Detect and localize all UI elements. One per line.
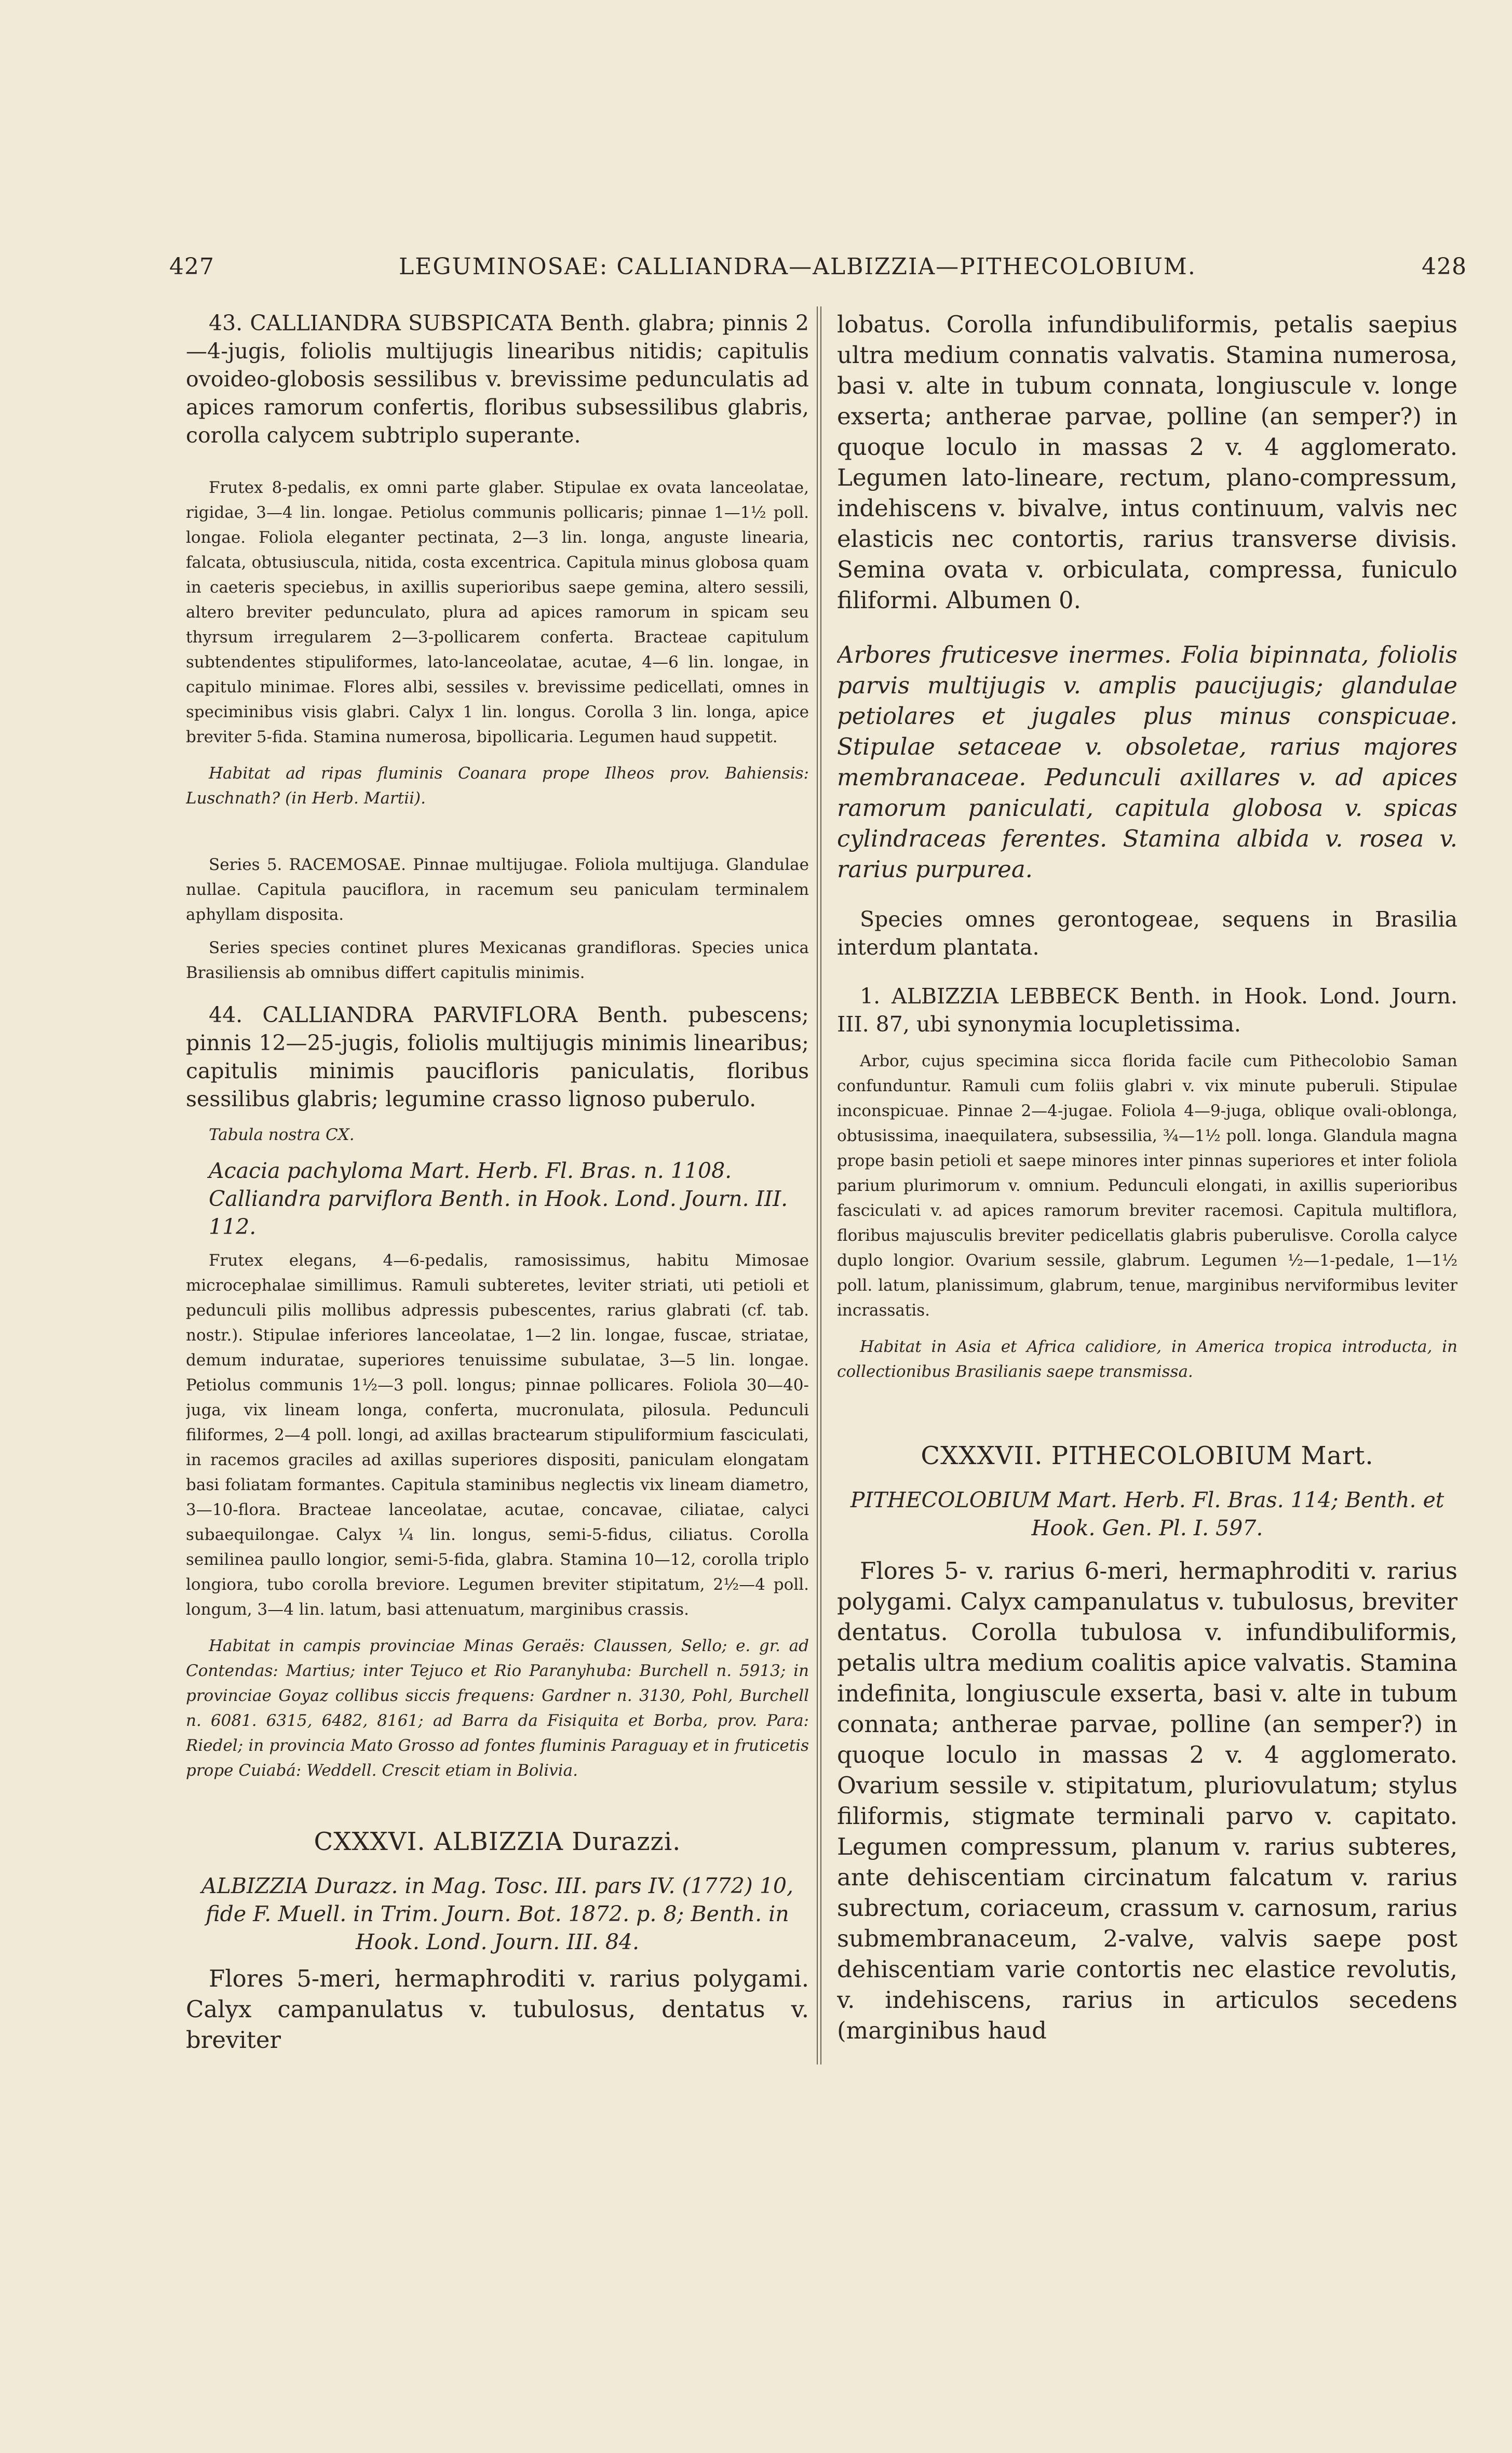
column-divider <box>817 306 818 2065</box>
sp44-habitat: Habitat in campis provinciae Minas Geraës: Claussen, Sello; e. gr. ad Contendas: Martius; inter Tejuco et Rio Paranyhuba: Burchell n. 5913; in provinciae Goyaz collibus siccis frequens: Gardner n. 3130, Pohl, Burchell n. 6081. 6315, 6482, 8161; ad Barra da Fisiquita et Borba, prov. Para: Riedel; in provincia Mato Grosso ad fontes fluminis Paraguay et in fruticetis prope Cuiabá: Weddell. Crescit etiam in Bolivia. <box>186 1637 809 1780</box>
sp43-description: Frutex 8-pedalis, ex omni parte glaber. Stipulae ex ovata lanceolatae, rigidae, 3—4 lin. longae. Petiolus communis pollicaris; pinnae 1—1½ poll. longae. Foliola eleganter pectinata, 2—3 lin. longa, anguste linearia, falcata, obtusiuscula, nitida, costa excentrica. Capitula minus globosa quam in caeteris speciebus, in axillis superioribus saepe gemina, altero sessili, altero breviter pedunculato, plura ad apices ramorum in spicam seu thyrsum irregularem 2—3-pollicarem conferta. Bracteae capitulum subtendentes stipuliformes, lato-lanceolatae, acutae, 4—6 lin. longae, in capitulo minimae. Flores albi, sessiles v. brevissime pedicellati, omnes in speciminibus visis glabri. Calyx 1 lin. longus. Corolla 3 lin. longa, apice breviter 5-fida. Stamina numerosa, bipollicaria. Legumen haud suppetit. <box>186 478 809 746</box>
series5-text: Series 5. RACEMOSAE. Pinnae multijugae. Foliola multijuga. Glandulae nullae. Capitula pauciflora, in racemum seu paniculam terminalem aphyllam disposita. <box>186 855 809 924</box>
left-column <box>186 309 809 2059</box>
sp1-diagnosis: 1. ALBIZZIA LEBBECK Benth. in Hook. Lond. Journ. III. 87, ubi synonymia locupletissima. <box>837 984 1457 1037</box>
right-column <box>837 309 1457 2059</box>
albizzia-species-note: Species omnes gerontogeae, sequens in Brasilia interdum plantata. <box>837 907 1457 960</box>
pithecolobium-flores: Flores 5- v. rarius 6-meri, hermaphroditi v. rarius polygami. Calyx campanulatus v. tubulosus, breviter dentatus. Corolla tubulosa v. infundibuliformis, petalis ultra medium coalitis apice valvatis. Stamina indefinita, longiuscule exserta, basi v. alte in tubum connata; antherae parvae, polline (an semper?) in quoque loculo in massas 2 v. 4 agglomerato. Ovarium sessile v. stipitatum, pluriovulatum; stylus filiformis, stigmate terminali parvo v. capitato. Legumen compressum, planum v. rarius subteres, ante dehiscentiam circinatum falcatum v. rarius subrectum, coriaceum, crassum v. carnosum, rarius submembranaceum, 2-valve, valvis saepe post dehiscentiam varie contortis nec elastice revolutis, v. indehiscens, rarius in articulos secedens (marginibus haud <box>837 1557 1457 2044</box>
albizzia-flores-start: Flores 5-meri, hermaphroditi v. rarius polygami. Calyx campanulatus v. tubulosus, dentatus v. breviter <box>186 1965 809 2054</box>
page-number-right: 428 <box>1422 253 1467 280</box>
albizzia-flores-continued: lobatus. Corolla infundibuliformis, petalis saepius ultra medium connatis valvatis. Stamina numerosa, basi v. alte in tubum connata, longiuscule v. longe exserta; antherae parvae, polline (an semper?) in quoque loculo in massas 2 v. 4 agglomerato. Legumen lato-lineare, rectum, plano-compressum, indehiscens v. bivalve, intus continuum, valvis nec elasticis nec contortis, rarius transverse divisis. Semina ovata v. orbiculata, compressa, funiculo filiformi. Albumen 0. <box>837 311 1457 614</box>
genus-pithecolobium-reference: PITHECOLOBIUM Mart. Herb. Fl. Bras. 114; Benth. et Hook. Gen. Pl. I. 597. <box>850 1487 1445 1540</box>
sp44-tabula: Tabula nostra CX. <box>209 1125 355 1144</box>
genus-albizzia-reference: ALBIZZIA Durazz. in Mag. Tosc. III. pars IV. (1772) 10, fide F. Muell. in Trim. Journ. Bot. 1872. p. 8; Benth. in Hook. Lond. Journ. III. 84. <box>201 1873 794 1954</box>
sp44-synonym-2: Calliandra parviflora Benth. in Hook. Lond. Journ. III. 112. <box>209 1186 788 1239</box>
series5-note: Series species continet plures Mexicanas grandifloras. Species unica Brasiliensis ab omnibus differt capitulis minimis. <box>186 939 809 982</box>
sp44-diagnosis: 44. CALLIANDRA PARVIFLORA Benth. pubescens; pinnis 12—25-jugis, foliolis multijugis minimis linearibus; capitulis minimis paucifloris paniculatis, floribus sessilibus glabris; legumine crasso lignoso puberulo. <box>186 1002 809 1111</box>
sp44-synonym-1: Acacia pachyloma Mart. Herb. Fl. Bras. n. 1108. <box>209 1158 732 1183</box>
running-title: LEGUMINOSAE: CALLIANDRA—ALBIZZIA—PITHECOLOBIUM. <box>399 253 1196 280</box>
albizzia-arbores: Arbores fruticesve inermes. Folia bipinnata, foliolis parvis multijugis v. amplis paucijugis; glandulae petiolares et jugales plus minus conspicuae. Stipulae setaceae v. obsoletae, rarius majores membranaceae. Pedunculi axillares v. ad apices ramorum paniculati, capitula globosa v. spicas cylindraceas ferentes. Stamina albida v. rosea v. rarius purpurea. <box>837 641 1457 883</box>
column-divider-second <box>820 306 821 2065</box>
genus-pithecolobium-title: CXXXVII. PITHECOLOBIUM Mart. <box>921 1441 1374 1470</box>
sp43-diagnosis: 43. CALLIANDRA SUBSPICATA Benth. glabra; pinnis 2—4-jugis, foliolis multijugis linearibus nitidis; capitulis ovoideo-globosis sessilibus v. brevissime pedunculatis ad apices ramorum confertis, floribus subsessilibus glabris, corolla calycem subtriplo superante. <box>186 311 809 448</box>
sp43-habitat: Habitat ad ripas fluminis Coanara prope Ilheos prov. Bahiensis: Luschnath? (in Herb. Martii). <box>186 764 809 808</box>
genus-albizzia-title: CXXXVI. ALBIZZIA Durazzi. <box>314 1827 681 1856</box>
sp1-description: Arbor, cujus specimina sicca florida facile cum Pithecolobio Saman confunduntur. Ramuli cum foliis glabri v. vix minute puberuli. Stipulae inconspicuae. Pinnae 2—4-jugae. Foliola 4—9-juga, oblique ovali-oblonga, obtusissima, inaequilatera, subsessilia, ¾—1½ poll. longa. Glandula magna prope basin petioli et saepe minores inter pinnas superiores et inter foliola parium plurimorum v. omnium. Pedunculi elongati, in axillis superioribus fasciculati v. ad apices ramorum breviter racemosi. Capitula multiflora, floribus majusculis breviter pedicellatis glabris puberulisve. Corolla calyce duplo longior. Ovarium sessile, glabrum. Legumen ½—1-pedale, 1—1½ poll. latum, planissimum, glabrum, tenue, marginibus nerviformibus leviter incrassatis. <box>837 1052 1457 1320</box>
sp1-habitat: Habitat in Asia et Africa calidiore, in America tropica introducta, in collectionibus Brasilianis saepe transmissa. <box>837 1337 1457 1381</box>
sp44-description: Frutex elegans, 4—6-pedalis, ramosissimus, habitu Mimosae microcephalae simillimus. Ramuli subteretes, leviter striati, uti petioli et pedunculi pilis mollibus adpressis pubescentes, rarius glabrati (cf. tab. nostr.). Stipulae inferiores lanceolatae, 1—2 lin. longae, fuscae, striatae, demum induratae, superiores tenuissime subulatae, 3—5 lin. longae. Petiolus communis 1½—3 poll. longus; pinnae pollicares. Foliola 30—40-juga, vix lineam longa, conferta, mucronulata, pilosula. Pedunculi filiformes, 2—4 poll. longi, ad axillas bractearum stipuliformium fasciculati, in racemos graciles ad axillas superiores dispositi, paniculam elongatam basi foliatam formantes. Capitula staminibus neglectis vix lineam diametro, 3—10-flora. Bracteae lanceolatae, acutae, concavae, ciliatae, calyci subaequilongae. Calyx ¼ lin. longus, semi-5-fidus, ciliatus. Corolla semilinea paullo longior, semi-5-fida, glabra. Stamina 10—12, corolla triplo longiora, tubo corolla breviore. Legumen breviter stipitatum, 2½—4 poll. longum, 3—4 lin. latum, basi attenuatum, marginibus crassis. <box>186 1251 809 1619</box>
page-number-left: 427 <box>169 253 214 280</box>
